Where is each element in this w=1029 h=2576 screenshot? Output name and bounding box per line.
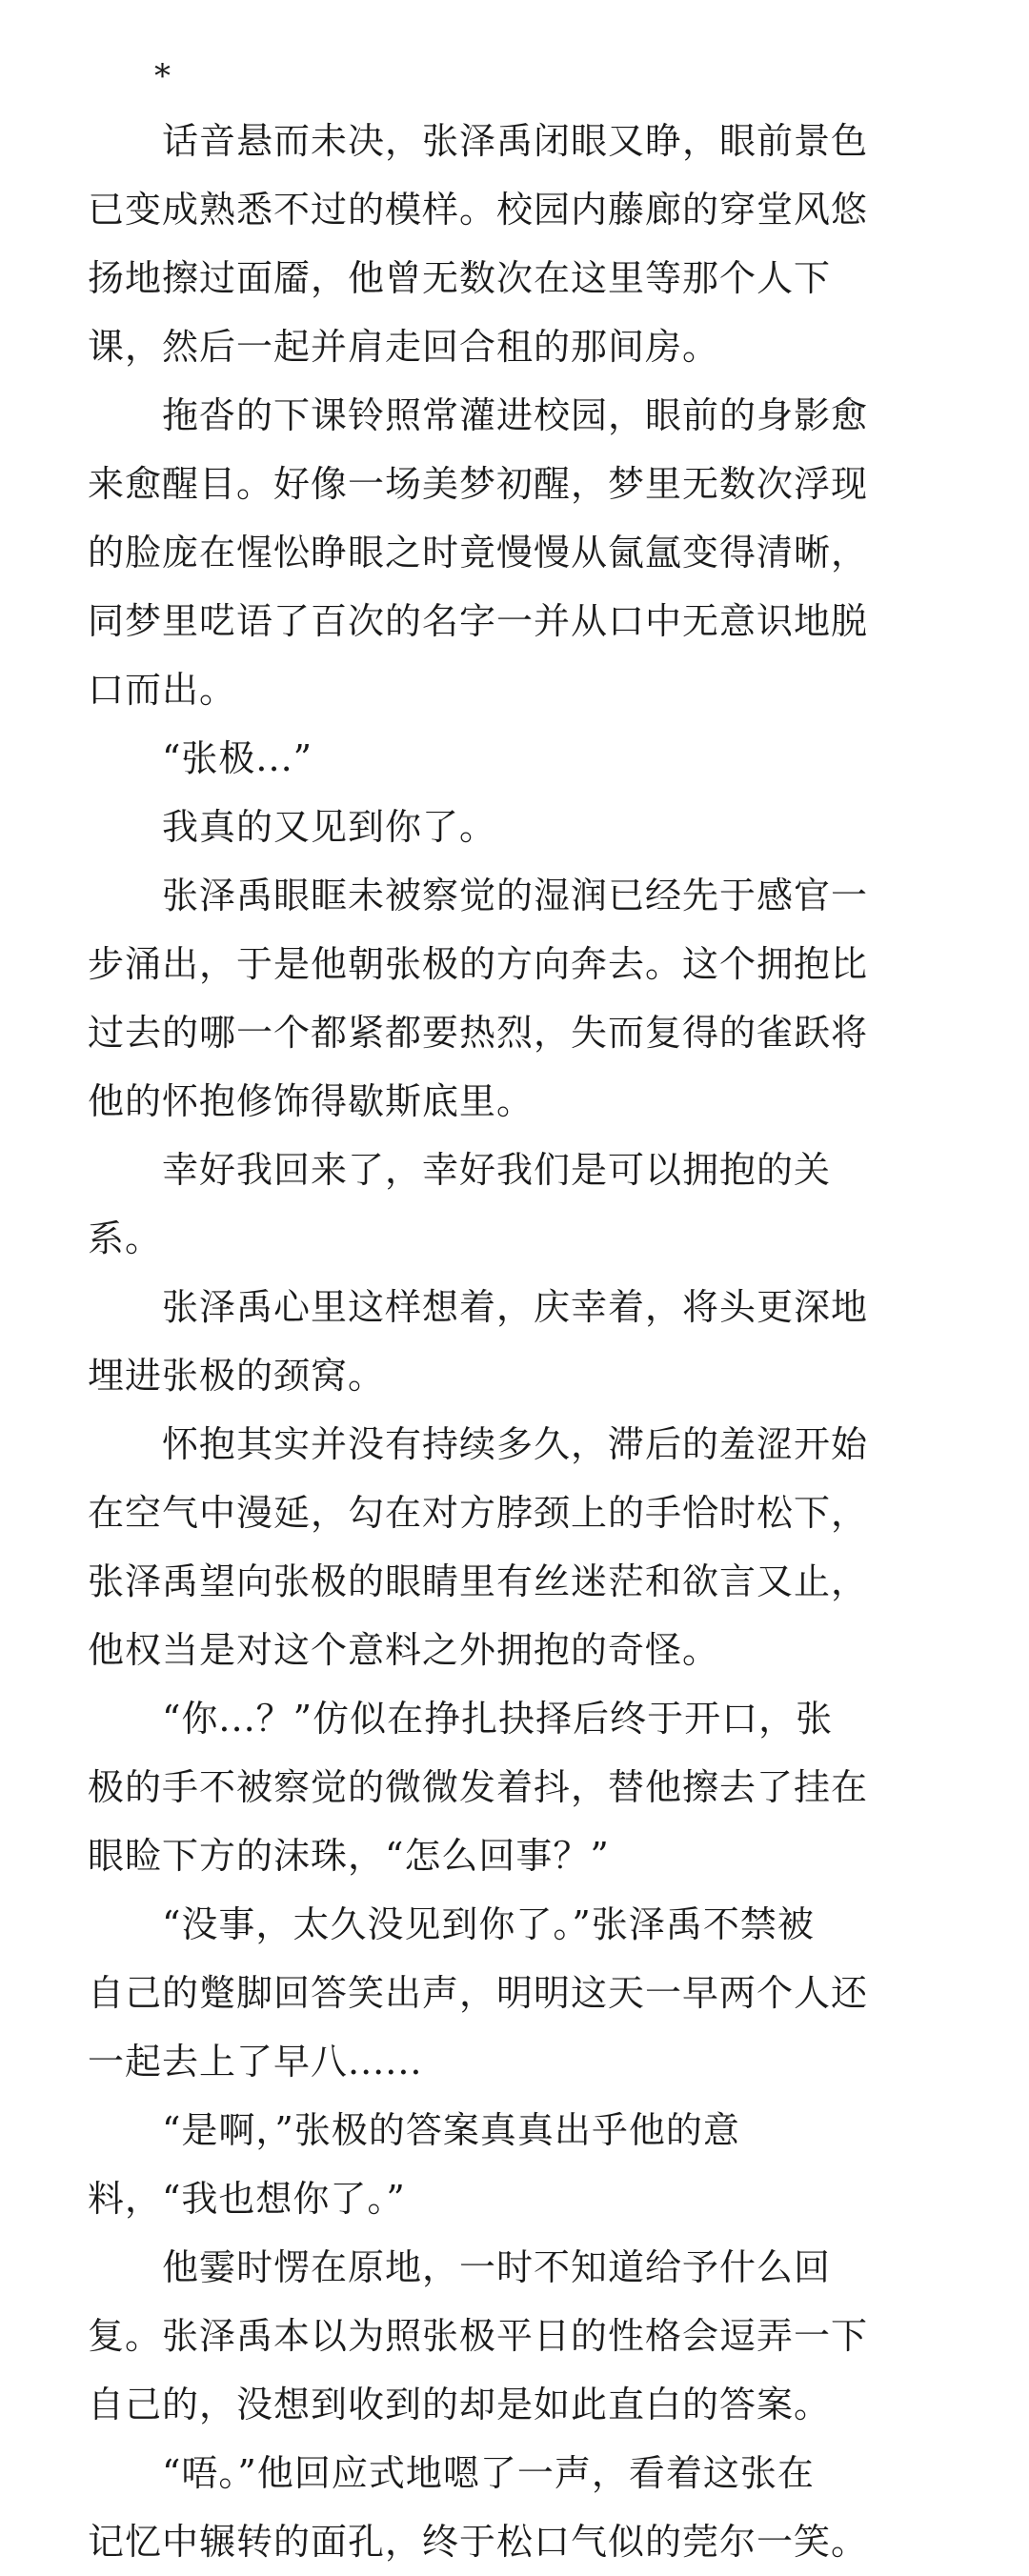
text-line: “张极...” [88,737,313,779]
text-line: 一起去上了早八...... [88,2041,423,2083]
text-line: 张泽禹眼眶未被察觉的湿润已经先于感官一 [88,875,869,916]
text-line: 步涌出，于是他朝张极的方向奔去。这个拥抱比 [88,943,869,985]
text-line: 眼睑下方的沫珠，“怎么回事？” [88,1835,610,1877]
text-line: 记忆中辗转的面孔，终于松口气似的莞尔一笑。 [88,2521,869,2563]
text-line: 怀抱其实并没有持续多久，滞后的羞涩开始 [88,1423,869,1465]
text-line: 过去的哪一个都紧都要热烈，失而复得的雀跃将 [88,1012,869,1054]
text-line: 系。 [88,1218,163,1259]
text-line: 同梦里呓语了百次的名字一并从口中无意识地脱 [88,600,869,642]
text-line: 他权当是对这个意料之外拥抱的奇怪。 [88,1629,720,1671]
text-line: 自己的蹩脚回答笑出声，明明这天一早两个人还 [88,1972,869,2014]
text-line: 张泽禹望向张极的眼睛里有丝迷茫和欲言又止， [88,1560,869,1602]
text-line: 埋进张极的颈窝。 [88,1355,386,1397]
section-break-asterisk: * [88,57,172,95]
text-line: 扬地擦过面靥，他曾无数次在这里等那个人下 [88,257,832,299]
text-line: 他的怀抱修饰得歇斯底里。 [88,1080,535,1122]
text-line: 料，“我也想你了。” [88,2178,406,2220]
text-line: 口而出。 [88,669,237,711]
text-line: 幸好我回来了，幸好我们是可以拥抱的关 [88,1149,832,1191]
text-line: 拖沓的下课铃照常灌进校园，眼前的身影愈 [88,394,869,436]
text-line: “是啊，”张极的答案真真出乎他的意 [88,2109,740,2151]
text-line: 的脸庞在惺忪睁眼之时竟慢慢从氤氲变得清晰， [88,532,869,574]
text-line: 复。张泽禹本以为照张极平日的性格会逗弄一下 [88,2315,869,2357]
text-line: 我真的又见到你了。 [88,806,497,848]
text-line: “唔。”他回应式地嗯了一声，看着这张在 [88,2452,815,2494]
text-line: 在空气中漫延，勾在对方脖颈上的手恰时松下， [88,1492,869,1534]
text-line: 已变成熟悉不过的模样。校园内藤廊的穿堂风悠 [88,189,869,231]
text-line: 自己的，没想到收到的却是如此直白的答案。 [88,2384,832,2425]
text-line: 话音悬而未决，张泽禹闭眼又睁，眼前景色 [88,120,869,162]
text-line: “你...？”仿似在挣扎抉择后终于开口，张 [88,1698,834,1740]
text-line: 课，然后一起并肩走回合租的那间房。 [88,326,720,368]
text-line: 来愈醒目。好像一场美梦初醒，梦里无数次浮现 [88,463,869,505]
text-line: “没事，太久没见到你了。”张泽禹不禁被 [88,1903,815,1945]
text-line: 他霎时愣在原地，一时不知道给予什么回 [88,2246,832,2288]
text-line: 张泽禹心里这样想着，庆幸着，将头更深地 [88,1286,869,1328]
text-line: 极的手不被察觉的微微发着抖，替他擦去了挂在 [88,1766,869,1808]
